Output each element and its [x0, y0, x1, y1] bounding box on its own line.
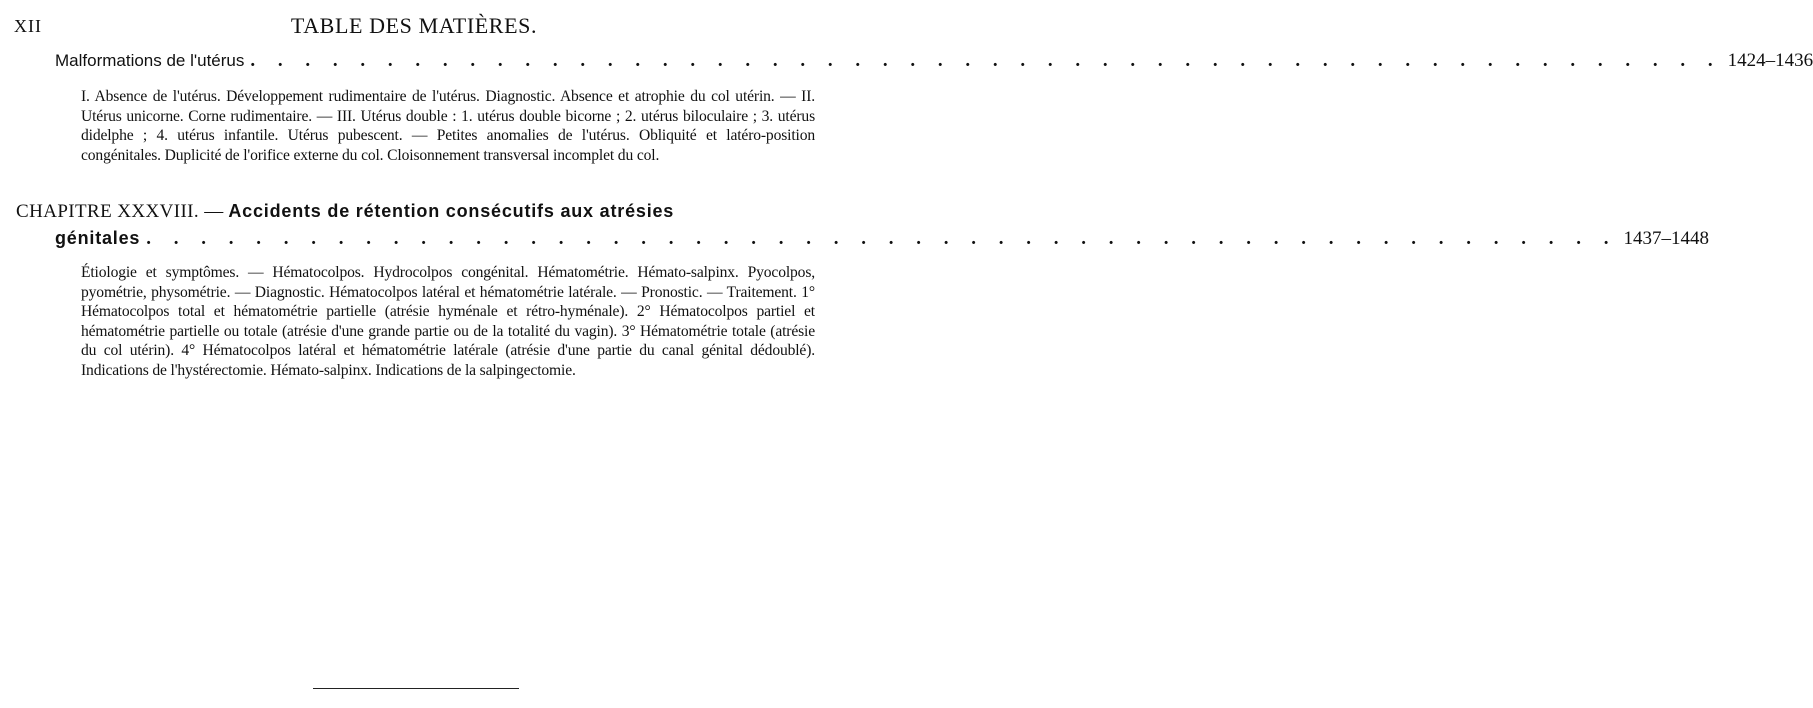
chapter-title-line2: génitales [55, 228, 141, 248]
dot-leader: . . . . . . . . . . . . . . . . . . . . . . . . . . . . . . . . . . . . . . . . . . . . . . . . . . . . . . [250, 50, 1722, 71]
toc-entry-pages: 1424–1436 [1727, 50, 1813, 71]
chapter-heading [16, 201, 674, 223]
toc-entry-summary: Étiologie et symptômes. — Hématocolpos. Hydrocolpos congénital. Hématométrie. Hémato-salpinx. Pyocolpos, pyométrie, physométrie. — Diagnostic. Hématocolpos latéral et hématométrie latérale. — Pronostic. — Traitement. 1° Hématocolpos total et hématométrie partielle (atrésie hyménale et rétro-hyménale). 2° Hématocolpos partiel et hématométrie partielle ou totale (atrésie d'une grande partie ou de la totalité du vagin). 3° Hématométrie totale (atrésie du col utérin). 4° Hématocolpos latéral et hématométrie latérale (atrésie d'une partie du canal génital dédoublé). Indications de l'hystérectomie. Hémato-salpinx. Indications de la salpingectomie. [81, 264, 815, 379]
chapter-number: CHAPITRE XXXVIII. — [16, 201, 224, 222]
toc-entry-summary: I. Absence de l'utérus. Développement rudimentaire de l'utérus. Diagnostic. Absence et atrophie du col utérin. — II. Utérus unicorne. Corne rudimentaire. — III. Utérus double : 1. utérus double bicorne ; 2. utérus biloculaire ; 3. utérus didelphe ; 4. utérus infantile. Utérus pubescent. — Petites anomalies de l'utérus. Obliquité et latéro-position congénitales. Duplicité de l'orifice externe du col. Cloisonnement transversal incomplet du col. [81, 88, 815, 164]
toc-entry-chapter-xxxviii [55, 228, 1709, 250]
toc-entry-malformations [55, 50, 1813, 72]
toc-entry-title: Malformations de l'utérus [55, 51, 245, 70]
footer-rule [313, 688, 519, 689]
running-head: TABLE DES MATIÈRES. [290, 13, 538, 38]
dot-leader: . . . . . . . . . . . . . . . . . . . . . . . . . . . . . . . . . . . . . . . . . . . . . . . . . . . . . . [146, 228, 1618, 249]
toc-entry-pages: 1437–1448 [1623, 228, 1709, 249]
page-number: XII [14, 16, 42, 36]
chapter-title-line1: Accidents de rétention consécutifs aux atrésies [228, 201, 675, 221]
